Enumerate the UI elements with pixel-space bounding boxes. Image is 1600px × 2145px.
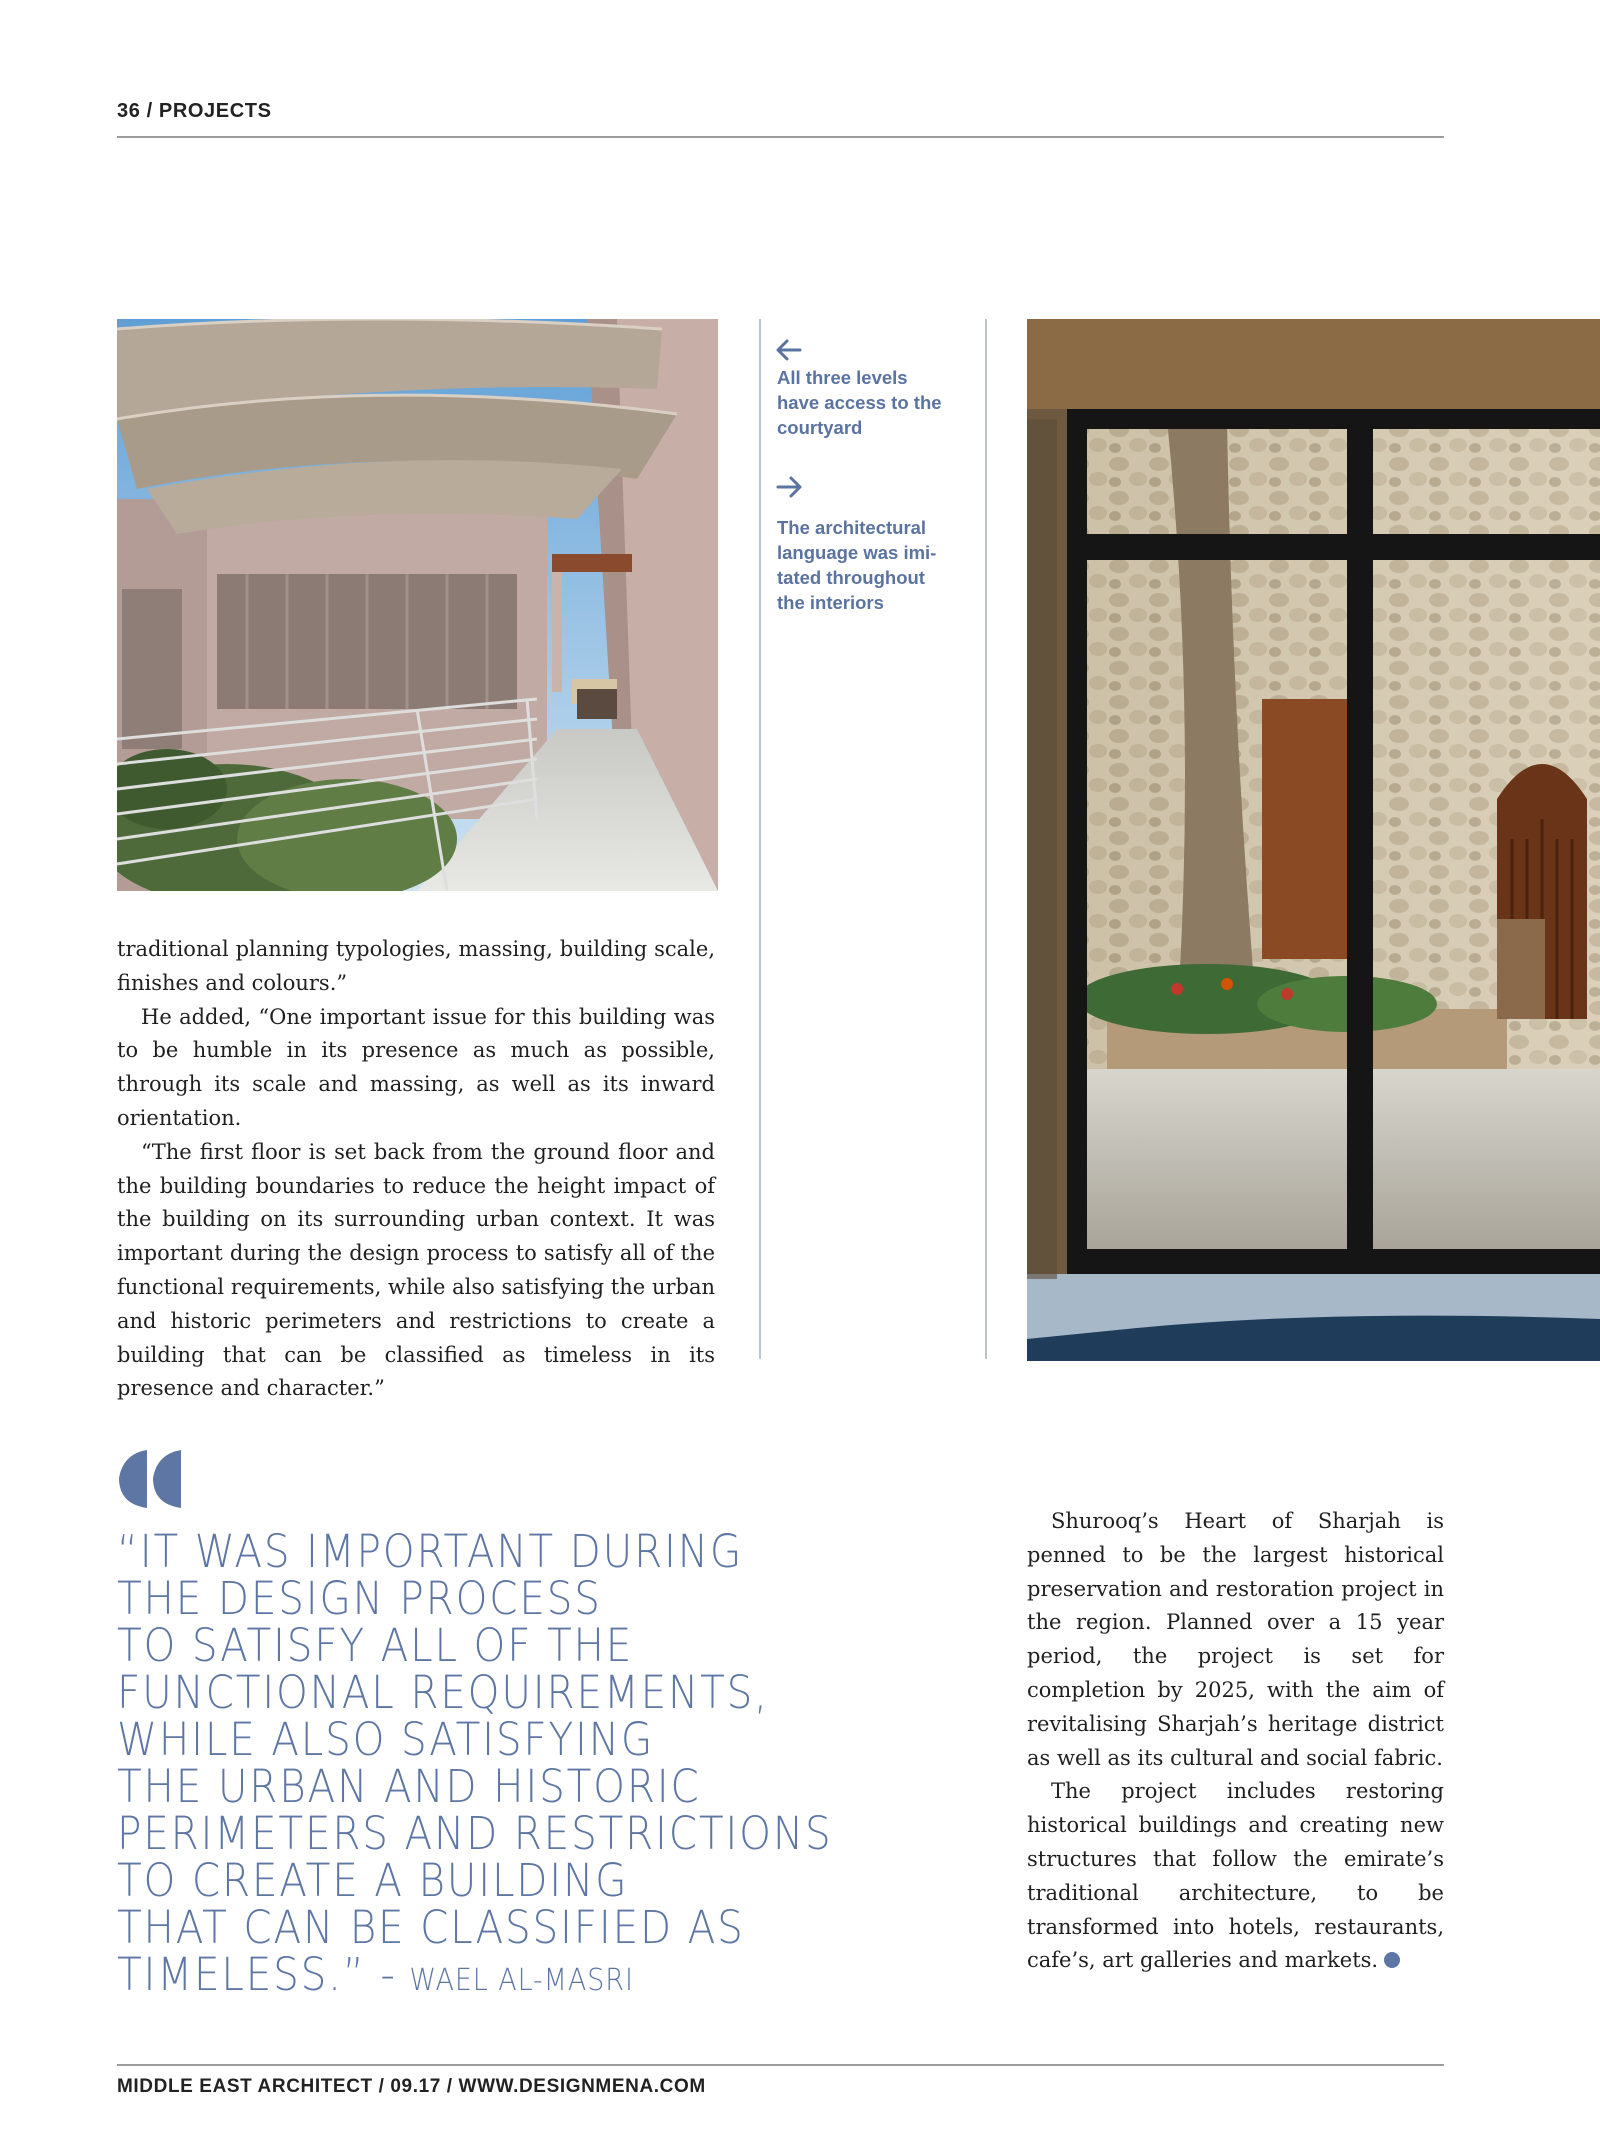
arrow-left-icon xyxy=(774,336,804,364)
interior-image xyxy=(1027,319,1600,1361)
end-mark-icon xyxy=(1384,1952,1400,1968)
quote-attribution: WAEL AL-MASRI xyxy=(409,1963,634,1998)
pull-quote-last-line: TIMELESS.” - WAEL AL-MASRI xyxy=(117,1948,634,2001)
header-rule xyxy=(117,136,1444,138)
paragraph-last: The project includes restoring historical buildings and creating new structures that follow the emirate’s traditional architecture, to be transformed into hotels, restaurants, cafe’s, art galleries and markets. xyxy=(1027,1779,1444,1973)
article-left-column xyxy=(117,933,715,1406)
caption-interiors: The architectural language was imi- tated throughout the interiors xyxy=(777,517,937,613)
arrow-right-icon xyxy=(774,473,804,501)
paragraph: Shurooq’s Heart of Sharjah is penned to be the largest historical preservation and restoration project in the region. Planned over a 15 year period, the project is set for completion by 2025, with the aim of revitalising Sharjah’s heritage district as well as its cultural and social fabric. xyxy=(1027,1509,1444,1770)
quote-mark-icon xyxy=(117,1448,183,1510)
pull-quote: “IT WAS IMPORTANT DURING THE DESIGN PROCESS TO SATISFY ALL OF THE FUNCTIONAL REQUIREMENTS, WHILE ALSO SATISFYING THE URBAN AND HISTORIC PERIMETERS AND RESTRICTIONS TO CREATE A BUILDING THAT CAN BE CLASSIFIED AS TIMELESS.” - WAEL AL-MASRI xyxy=(117,1528,1017,2004)
running-header: 36 / PROJECTS xyxy=(117,100,272,122)
courtyard-image xyxy=(117,319,718,891)
column-divider-left xyxy=(759,319,761,1359)
caption-courtyard: All three levels have access to the courtyard xyxy=(777,367,942,438)
article-right-column xyxy=(1027,1505,1444,1978)
column-divider-right xyxy=(985,319,987,1359)
paragraph: traditional planning typologies, massing, building scale, finishes and colours.” xyxy=(117,937,715,995)
paragraph: “The first floor is set back from the ground floor and the building boundaries to reduce the height impact of the building on its surrounding urban context. It was important during the design process to satisfy all of the functional requirements, while also satisfying the urban and historic perimeters and restrictions to create a building that can be classified as timeless in its presence and character.” xyxy=(117,1139,715,1401)
paragraph: He added, “One important issue for this building was to be humble in its presence as much as possible, through its scale and massing, as well as its inward orientation. xyxy=(117,1004,715,1130)
footer-rule xyxy=(117,2064,1444,2066)
running-footer: MIDDLE EAST ARCHITECT / 09.17 / WWW.DESIGNMENA.COM xyxy=(117,2076,706,2097)
